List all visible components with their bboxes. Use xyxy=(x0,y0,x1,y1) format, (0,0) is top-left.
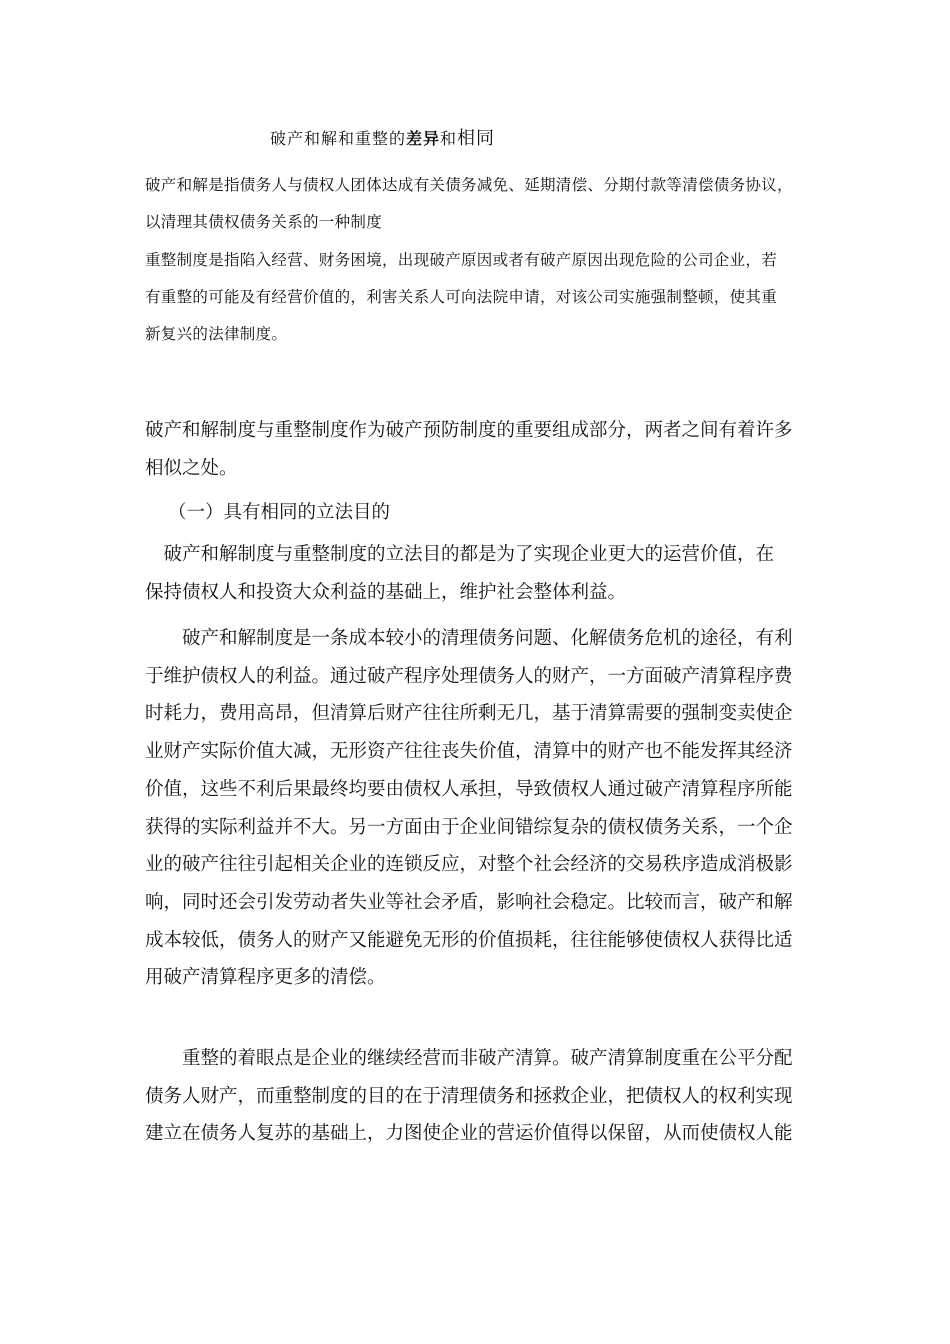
text-line: 破产和解制度与重整制度的立法目的都是为了实现企业更大的运营价值，在 xyxy=(145,544,775,565)
title-part2: 差异 xyxy=(406,129,441,148)
intro-paragraph xyxy=(145,412,810,487)
text-line: 破产和解制度与重整制度作为破产预防制度的重要组成部分，两者之间有着许多 xyxy=(145,420,793,441)
text-line: 重整制度是指陷入经营、财务困境，出现破产原因或者有破产原因出现危险的公司企业，若 xyxy=(145,251,778,269)
text-line: 获得的实际利益并不大。另一方面由于企业间错综复杂的债权债务关系，一个企 xyxy=(145,816,793,838)
text-line: 时耗力，费用高昂，但清算后财产往往所剩无几，基于清算需要的强制变卖使企 xyxy=(145,703,793,725)
text-line: 破产和解制度是一条成本较小的清理债务问题、化解债务危机的途径，有利 xyxy=(145,628,793,649)
section-heading: （一）具有相同的立法目的 xyxy=(168,502,391,523)
text-line: 于维护债权人的利益。通过破产程序处理债务人的财产，一方面破产清算程序费 xyxy=(145,665,793,687)
title-part4: 相同 xyxy=(457,128,496,149)
text-line: 重整的着眼点是企业的继续经营而非破产清算。破产清算制度重在公平分配 xyxy=(145,1048,793,1069)
text-line: 破产和解是指债务人与债权人团体达成有关债务减免、延期清偿、分期付款等清偿债务协议， xyxy=(145,176,793,194)
text-line: 价值，这些不利后果最终均要由债权人承担，导致债权人通过破产清算程序所能 xyxy=(145,778,793,800)
text-line: 有重整的可能及有经营价值的，利害关系人可向法院申请，对该公司实施强制整顿，使其重 xyxy=(145,288,778,306)
text-line: 相似之处。 xyxy=(145,457,238,479)
text-line: 响，同时还会引发劳动者失业等社会矛盾，影响社会稳定。比较而言，破产和解 xyxy=(145,891,793,913)
chongzheng-paragraph xyxy=(145,1040,810,1153)
text-line: 业财产实际价值大减，无形资产往往丧失价值，清算中的财产也不能发挥其经济 xyxy=(145,741,793,763)
text-line: 以清理其债权债务关系的一种制度 xyxy=(145,213,383,231)
text-line: 债务人财产，而重整制度的目的在于清理债务和拯救企业，把债权人的权利实现 xyxy=(145,1085,793,1107)
text-line: 建立在债务人复苏的基础上，力图使企业的营运价值得以保留，从而使债权人能 xyxy=(145,1123,793,1145)
purpose-paragraph xyxy=(145,536,810,611)
document-title xyxy=(270,124,495,150)
text-line: 成本较低，债务人的财产又能避免无形的价值损耗，往往能够使债权人获得比适 xyxy=(145,929,793,951)
definition-chongzheng xyxy=(145,242,805,353)
hejie-paragraph xyxy=(145,620,810,997)
title-part1: 破产和解和重整的 xyxy=(270,129,407,148)
text-line: 业的破产往往引起相关企业的连锁反应，对整个社会经济的交易秩序造成消极影 xyxy=(145,854,793,876)
text-line: 新复兴的法律制度。 xyxy=(145,325,288,343)
text-line: 保持债权人和投资大众利益的基础上，维护社会整体利益。 xyxy=(145,581,627,603)
text-line: 用破产清算程序更多的清偿。 xyxy=(145,967,386,989)
definition-hejie xyxy=(145,167,805,241)
title-part3: 和 xyxy=(440,129,458,148)
